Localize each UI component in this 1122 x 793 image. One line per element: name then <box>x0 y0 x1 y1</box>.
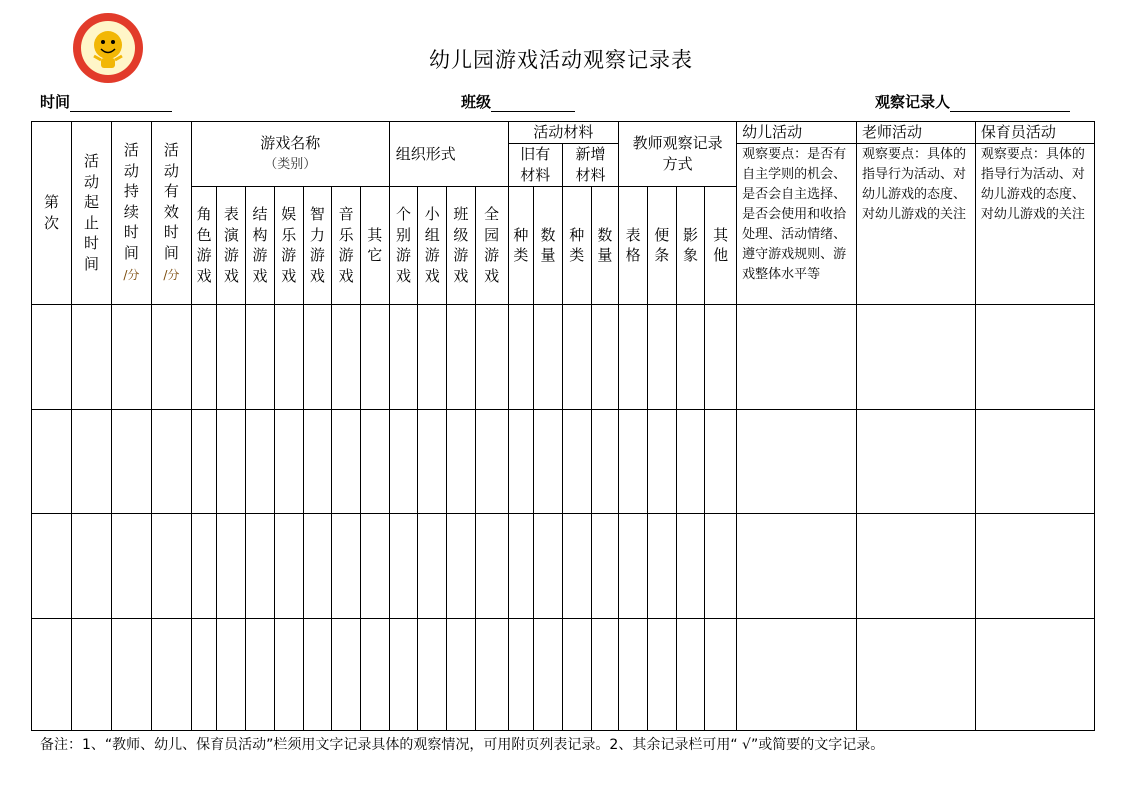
entry-cell[interactable] <box>71 619 111 731</box>
entry-cell[interactable] <box>111 410 151 514</box>
entry-cell[interactable] <box>303 514 332 619</box>
entry-cell[interactable] <box>676 410 705 514</box>
game-type-cell: 音乐游戏 <box>332 187 361 305</box>
material-sub-cell: 种类 <box>508 187 534 305</box>
entry-cell[interactable] <box>534 514 563 619</box>
entry-cell[interactable] <box>508 410 534 514</box>
game-type-cell: 结构游戏 <box>246 187 275 305</box>
entry-cell[interactable] <box>217 619 246 731</box>
org-type-cell: 班级游戏 <box>447 187 476 305</box>
entry-cell[interactable] <box>475 619 508 731</box>
entry-cell[interactable] <box>975 619 1094 731</box>
entry-cell[interactable] <box>856 514 975 619</box>
game-type-cell: 娱乐游戏 <box>274 187 303 305</box>
entry-cell[interactable] <box>360 305 389 410</box>
footnote: 备注：1、“教师、幼儿、保育员活动”栏须用文字记录具体的观察情况，可用附页列表记录。2、其余记录栏可用“ √”或简要的文字记录。 <box>40 737 885 753</box>
entry-cell[interactable] <box>246 619 275 731</box>
entry-cell[interactable] <box>737 410 857 514</box>
entry-cell[interactable] <box>274 514 303 619</box>
entry-cell[interactable] <box>975 305 1094 410</box>
entry-cell[interactable] <box>246 410 275 514</box>
game-type-cell: 智力游戏 <box>303 187 332 305</box>
entry-cell[interactable] <box>360 410 389 514</box>
entry-cell[interactable] <box>447 410 476 514</box>
entry-cell[interactable] <box>676 619 705 731</box>
entry-cell[interactable] <box>562 305 591 410</box>
game-type-cell: 表演游戏 <box>217 187 246 305</box>
entry-cell[interactable] <box>447 514 476 619</box>
game-type-cell: 角色游戏 <box>191 187 217 305</box>
entry-cell[interactable] <box>274 619 303 731</box>
header-effective: 活动有效时间 /分 <box>151 122 191 305</box>
entry-cell[interactable] <box>111 305 151 410</box>
org-type-cell: 个别游戏 <box>389 187 418 305</box>
entry-cell[interactable] <box>647 305 676 410</box>
entry-cell[interactable] <box>71 305 111 410</box>
entry-cell[interactable] <box>151 305 191 410</box>
entry-cell[interactable] <box>975 514 1094 619</box>
header-child-activity: 幼儿活动 观察要点：是否有自主学则的机会、是否会自主选择、是否会使用和收拾处理、活动情绪、遵守游戏规则、游戏整体水平等 <box>737 122 857 305</box>
entry-cell[interactable] <box>418 410 447 514</box>
entry-cell[interactable] <box>151 619 191 731</box>
entry-cell[interactable] <box>534 305 563 410</box>
entry-cell[interactable] <box>389 305 418 410</box>
entry-cell[interactable] <box>111 619 151 731</box>
header-duration: 活动持续时间 /分 <box>111 122 151 305</box>
table-row <box>32 514 1095 619</box>
entry-cell[interactable] <box>217 410 246 514</box>
entry-cell[interactable] <box>508 619 534 731</box>
entry-cell[interactable] <box>332 619 361 731</box>
observer-field: 观察记录人 <box>875 91 1070 112</box>
entry-cell[interactable] <box>737 305 857 410</box>
entry-cell[interactable] <box>676 514 705 619</box>
entry-cell[interactable] <box>647 619 676 731</box>
entry-cell[interactable] <box>71 514 111 619</box>
class-field: 班级 <box>461 91 575 112</box>
entry-cell[interactable] <box>562 410 591 514</box>
entry-cell[interactable] <box>71 410 111 514</box>
record-type-cell: 便条 <box>647 187 676 305</box>
entry-cell[interactable] <box>856 410 975 514</box>
record-type-cell: 影象 <box>676 187 705 305</box>
header-caregiver-activity: 保育员活动 观察要点：具体的指导行为活动、对幼儿游戏的态度、对幼儿游戏的关注 <box>975 122 1094 305</box>
entry-cell[interactable] <box>32 410 72 514</box>
entry-cell[interactable] <box>332 410 361 514</box>
observer-input-line[interactable] <box>950 95 1070 112</box>
org-type-cell: 全园游戏 <box>475 187 508 305</box>
entry-cell[interactable] <box>676 305 705 410</box>
entry-cell[interactable] <box>274 410 303 514</box>
org-type-cell: 小组游戏 <box>418 187 447 305</box>
entry-cell[interactable] <box>111 514 151 619</box>
entry-cell[interactable] <box>508 514 534 619</box>
header-new-materials: 新增材料 <box>562 144 618 187</box>
entry-cell[interactable] <box>151 410 191 514</box>
table-row <box>32 410 1095 514</box>
entry-cell[interactable] <box>191 410 217 514</box>
entry-cell[interactable] <box>856 619 975 731</box>
entry-cell[interactable] <box>274 305 303 410</box>
entry-cell[interactable] <box>534 619 563 731</box>
entry-cell[interactable] <box>705 305 737 410</box>
entry-cell[interactable] <box>360 514 389 619</box>
entry-cell[interactable] <box>705 410 737 514</box>
entry-cell[interactable] <box>475 410 508 514</box>
entry-cell[interactable] <box>191 305 217 410</box>
header-game-name: 游戏名称 （类别） <box>191 122 389 187</box>
entry-cell[interactable] <box>191 619 217 731</box>
entry-cell[interactable] <box>246 514 275 619</box>
record-type-cell: 其他 <box>705 187 737 305</box>
header-old-materials: 旧有材料 <box>508 144 562 187</box>
entry-cell[interactable] <box>591 410 619 514</box>
header-record-method: 教师观察记录方式 <box>619 122 737 187</box>
entry-cell[interactable] <box>217 514 246 619</box>
entry-cell[interactable] <box>562 514 591 619</box>
table-row <box>32 619 1095 731</box>
entry-cell[interactable] <box>647 514 676 619</box>
entry-cell[interactable] <box>32 619 72 731</box>
entry-cell[interactable] <box>418 619 447 731</box>
time-field: 时间 <box>40 91 172 112</box>
header-times: 第次 <box>32 122 72 305</box>
game-type-cell: 其它 <box>360 187 389 305</box>
entry-cell[interactable] <box>591 514 619 619</box>
entry-cell[interactable] <box>619 305 648 410</box>
entry-cell[interactable] <box>418 305 447 410</box>
entry-cell[interactable] <box>303 305 332 410</box>
page-title: 幼儿园游戏活动观察记录表 <box>429 48 693 72</box>
class-input-line[interactable] <box>491 95 575 112</box>
entry-cell[interactable] <box>591 619 619 731</box>
entry-cell[interactable] <box>447 305 476 410</box>
entry-cell[interactable] <box>217 305 246 410</box>
entry-cell[interactable] <box>360 619 389 731</box>
entry-cell[interactable] <box>737 514 857 619</box>
header-start-end: 活动起止时间 <box>71 122 111 305</box>
entry-cell[interactable] <box>389 619 418 731</box>
entry-cell[interactable] <box>562 619 591 731</box>
entry-cell[interactable] <box>303 619 332 731</box>
entry-cell[interactable] <box>32 514 72 619</box>
entry-cell[interactable] <box>619 619 648 731</box>
header-teacher-activity: 老师活动 观察要点：具体的指导行为活动、对幼儿游戏的态度、对幼儿游戏的关注 <box>856 122 975 305</box>
entry-cell[interactable] <box>705 619 737 731</box>
entry-cell[interactable] <box>332 305 361 410</box>
entry-cell[interactable] <box>191 514 217 619</box>
entry-cell[interactable] <box>151 514 191 619</box>
entry-cell[interactable] <box>32 305 72 410</box>
record-type-cell: 表格 <box>619 187 648 305</box>
material-sub-cell: 数量 <box>534 187 563 305</box>
header-org-form: 组织形式 <box>389 122 508 187</box>
entry-cell[interactable] <box>508 305 534 410</box>
entry-cell[interactable] <box>418 514 447 619</box>
entry-cell[interactable] <box>332 514 361 619</box>
entry-cell[interactable] <box>591 305 619 410</box>
entry-cell[interactable] <box>619 514 648 619</box>
time-input-line[interactable] <box>70 95 172 112</box>
entry-cell[interactable] <box>619 410 648 514</box>
material-sub-cell: 数量 <box>591 187 619 305</box>
entry-cell[interactable] <box>389 410 418 514</box>
observation-record-table <box>31 121 1095 731</box>
entry-cell[interactable] <box>389 514 418 619</box>
entry-cell[interactable] <box>705 514 737 619</box>
entry-cell[interactable] <box>856 305 975 410</box>
table-row <box>32 305 1095 410</box>
material-sub-cell: 种类 <box>562 187 591 305</box>
entry-cell[interactable] <box>303 410 332 514</box>
entry-cell[interactable] <box>475 305 508 410</box>
entry-cell[interactable] <box>475 514 508 619</box>
entry-cell[interactable] <box>975 410 1094 514</box>
entry-cell[interactable] <box>737 619 857 731</box>
header-materials: 活动材料 <box>508 122 619 144</box>
entry-cell[interactable] <box>447 619 476 731</box>
entry-cell[interactable] <box>246 305 275 410</box>
entry-cell[interactable] <box>534 410 563 514</box>
entry-cell[interactable] <box>647 410 676 514</box>
